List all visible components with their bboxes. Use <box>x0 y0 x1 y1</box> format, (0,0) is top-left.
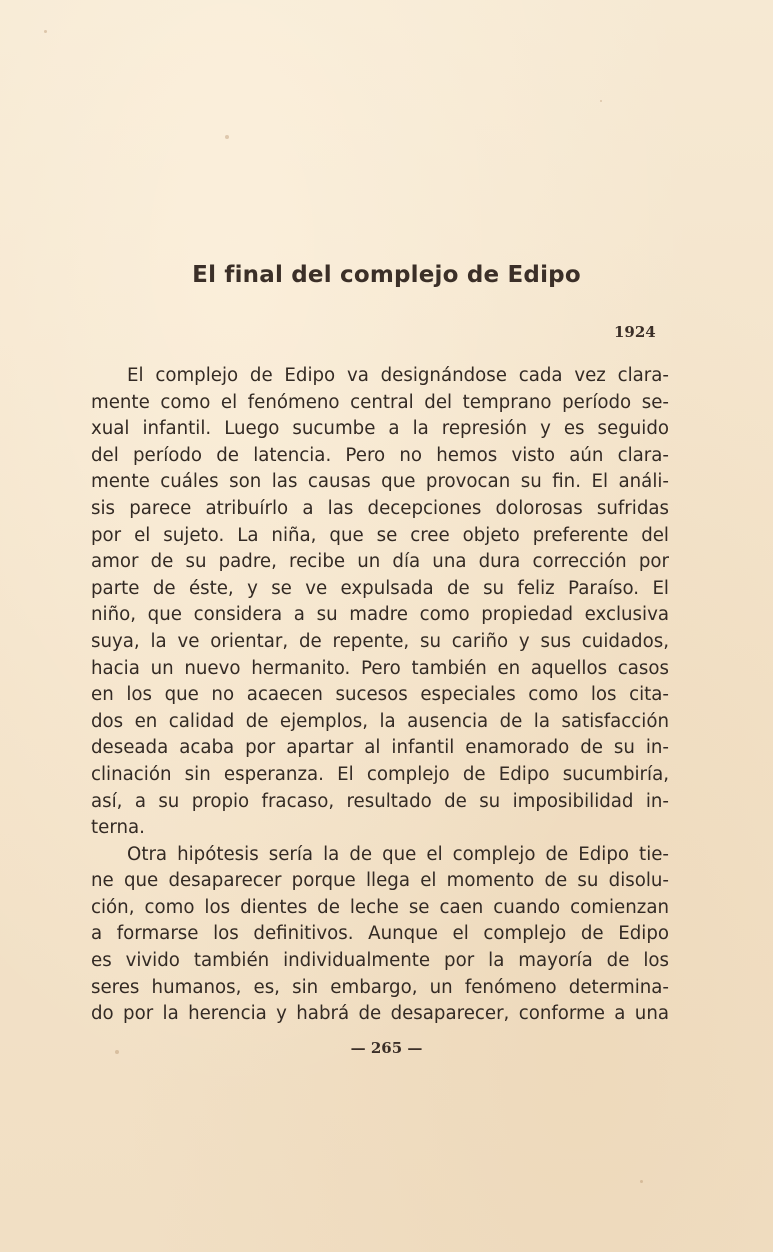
text-line: ción, como los dientes de leche se caen cuando comienzan <box>91 896 669 918</box>
text-line: dos en calidad de ejemplos, la ausencia de la satisfacción <box>91 710 669 732</box>
chapter-title: El final del complejo de Edipo <box>192 262 581 288</box>
text-line: deseada acaba por apartar al infantil enamorado de su in- <box>91 737 669 759</box>
text-line: por el sujeto. La niña, que se cree objeto preferente del <box>91 524 669 546</box>
text-line: hacia un nuevo hermanito. Pero también en aquellos casos <box>91 657 669 679</box>
text-line: en los que no acaecen sucesos especiales como los cita- <box>91 684 669 706</box>
text-line: amor de su padre, recibe un día una dura corrección por <box>91 551 669 573</box>
text-line: ne que desaparecer porque llega el momento de su disolu- <box>91 870 669 892</box>
paper-speck <box>115 1050 119 1054</box>
text-line: terna. <box>91 817 145 839</box>
text-line: es vivido también individualmente por la mayoría de los <box>91 950 669 972</box>
paper-speck <box>225 135 229 139</box>
paper-speck <box>44 30 47 33</box>
text-line: xual infantil. Luego sucumbe a la represión y es seguido <box>91 418 669 440</box>
text-line: niño, que considera a su madre como propiedad exclusiva <box>91 604 669 626</box>
text-line: El complejo de Edipo va designándose cada vez clara- <box>127 365 669 386</box>
body-text <box>91 363 669 1028</box>
page-number: — 265 — <box>350 1039 423 1057</box>
text-line: seres humanos, es, sin embargo, un fenómeno determina- <box>91 976 669 998</box>
paper-speck <box>600 100 602 102</box>
text-line: suya, la ve orientar, de repente, su cariño y sus cuidados, <box>91 630 669 652</box>
text-line: do por la herencia y habrá de desaparecer, conforme a una <box>91 1003 669 1025</box>
text-line: a formarse los definitivos. Aunque el complejo de Edipo <box>91 923 669 945</box>
text-line: sis parece atribuírlo a las decepciones dolorosas sufridas <box>91 497 669 519</box>
chapter-year: 1924 <box>614 323 656 341</box>
text-line: del período de latencia. Pero no hemos visto aún clara- <box>91 444 669 466</box>
text-line: así, a su propio fracaso, resultado de su imposibilidad in- <box>91 790 669 812</box>
text-line: clinación sin esperanza. El complejo de Edipo sucumbiría, <box>91 763 669 785</box>
text-line: mente cuáles son las causas que provocan su fin. El análi- <box>91 471 669 493</box>
text-line: parte de éste, y se ve expulsada de su feliz Paraíso. El <box>91 577 669 599</box>
text-line: Otra hipótesis sería la de que el complejo de Edipo tie- <box>127 843 669 865</box>
text-line: mente como el fenómeno central del temprano período se- <box>91 391 669 413</box>
paper-speck <box>640 1180 643 1183</box>
